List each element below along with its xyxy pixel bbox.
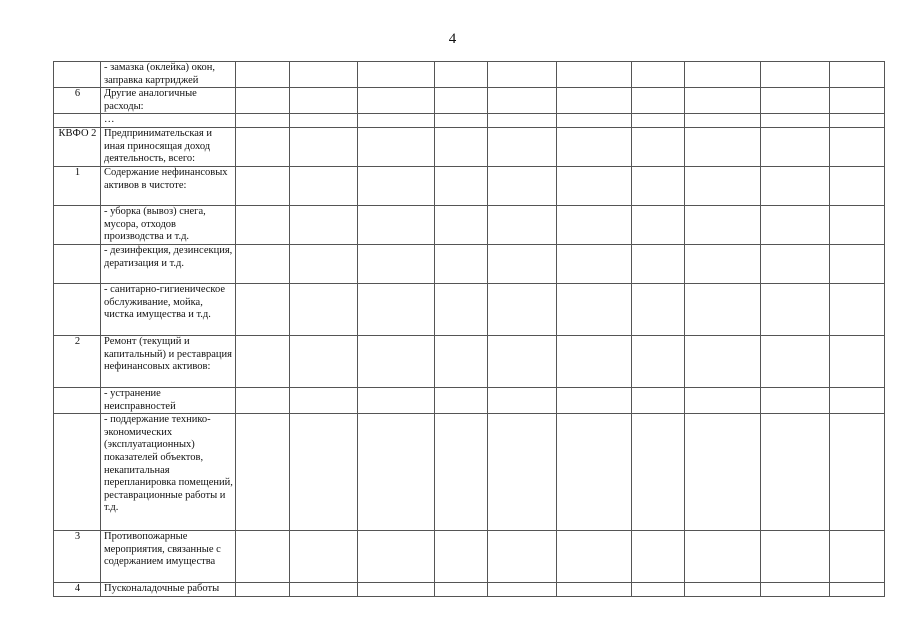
empty-value-cell [557,88,632,114]
empty-value-cell [632,583,685,597]
row-description-cell: Ремонт (текущий и капитальный) и реставрация нефинансовых активов: [101,335,236,387]
row-number-cell [54,387,101,413]
empty-value-cell [761,414,830,531]
empty-value-cell [685,62,761,88]
row-number-cell: 4 [54,583,101,597]
empty-value-cell [557,114,632,128]
empty-value-cell [290,283,358,335]
empty-value-cell [557,583,632,597]
empty-value-cell [358,205,435,244]
empty-value-cell [236,88,290,114]
empty-value-cell [685,88,761,114]
row-description-cell: Пусконаладочные работы [101,583,236,597]
row-description-cell: - санитарно-гигиеническое обслуживание, мойка, чистка имущества и т.д. [101,283,236,335]
empty-value-cell [830,88,885,114]
empty-value-cell [632,114,685,128]
row-number-cell [54,114,101,128]
empty-value-cell [632,414,685,531]
row-description-cell: Другие аналогичные расходы: [101,88,236,114]
empty-value-cell [290,387,358,413]
empty-value-cell [488,244,557,283]
row-description-cell: - устранение неисправностей [101,387,236,413]
empty-value-cell [358,114,435,128]
empty-value-cell [435,335,488,387]
empty-value-cell [236,335,290,387]
empty-value-cell [358,335,435,387]
row-number-cell: 1 [54,166,101,205]
empty-value-cell [435,387,488,413]
empty-value-cell [435,205,488,244]
empty-value-cell [488,62,557,88]
empty-value-cell [761,127,830,166]
row-number-cell: 3 [54,531,101,583]
empty-value-cell [557,205,632,244]
empty-value-cell [236,531,290,583]
row-number-cell: 6 [54,88,101,114]
empty-value-cell [830,114,885,128]
empty-value-cell [435,114,488,128]
table-row [54,531,885,583]
empty-value-cell [830,244,885,283]
row-description-cell: - замазка (оклейка) окон, заправка картриджей [101,62,236,88]
empty-value-cell [761,583,830,597]
table-row [54,127,885,166]
empty-value-cell [632,127,685,166]
empty-value-cell [236,283,290,335]
empty-value-cell [488,166,557,205]
empty-value-cell [761,114,830,128]
empty-value-cell [830,335,885,387]
row-description-cell: Противопожарные мероприятия, связанные с содержанием имущества [101,531,236,583]
empty-value-cell [290,244,358,283]
empty-value-cell [488,114,557,128]
row-number-cell [54,414,101,531]
empty-value-cell [632,244,685,283]
empty-value-cell [290,166,358,205]
empty-value-cell [236,244,290,283]
empty-value-cell [236,114,290,128]
empty-value-cell [358,127,435,166]
empty-value-cell [632,166,685,205]
empty-value-cell [488,283,557,335]
empty-value-cell [488,387,557,413]
empty-value-cell [557,283,632,335]
empty-value-cell [435,283,488,335]
empty-value-cell [632,387,685,413]
expense-table [53,61,885,597]
empty-value-cell [290,205,358,244]
empty-value-cell [488,531,557,583]
table-row [54,244,885,283]
empty-value-cell [488,205,557,244]
empty-value-cell [632,62,685,88]
empty-value-cell [685,387,761,413]
empty-value-cell [830,62,885,88]
empty-value-cell [632,283,685,335]
empty-value-cell [761,531,830,583]
empty-value-cell [685,114,761,128]
empty-value-cell [488,414,557,531]
empty-value-cell [830,127,885,166]
empty-value-cell [358,414,435,531]
table-row [54,205,885,244]
empty-value-cell [435,88,488,114]
empty-value-cell [236,583,290,597]
empty-value-cell [557,335,632,387]
table-row [54,88,885,114]
empty-value-cell [488,127,557,166]
row-number-cell [54,244,101,283]
empty-value-cell [685,166,761,205]
table-row [54,283,885,335]
row-number-cell: 2 [54,335,101,387]
empty-value-cell [290,114,358,128]
empty-value-cell [236,387,290,413]
empty-value-cell [685,531,761,583]
page-number: 4 [448,31,457,47]
empty-value-cell [557,387,632,413]
empty-value-cell [557,414,632,531]
empty-value-cell [435,531,488,583]
empty-value-cell [761,62,830,88]
empty-value-cell [830,414,885,531]
empty-value-cell [685,127,761,166]
table-row [54,414,885,531]
empty-value-cell [290,531,358,583]
empty-value-cell [435,166,488,205]
empty-value-cell [632,531,685,583]
empty-value-cell [761,88,830,114]
row-description-cell: Предпринимательская и иная приносящая доход деятельность, всего: [101,127,236,166]
empty-value-cell [358,166,435,205]
row-number-cell [54,205,101,244]
empty-value-cell [557,244,632,283]
table-row [54,335,885,387]
empty-value-cell [761,335,830,387]
empty-value-cell [761,244,830,283]
empty-value-cell [236,414,290,531]
empty-value-cell [435,127,488,166]
empty-value-cell [557,166,632,205]
empty-value-cell [290,127,358,166]
empty-value-cell [685,335,761,387]
empty-value-cell [236,166,290,205]
empty-value-cell [488,583,557,597]
empty-value-cell [358,62,435,88]
empty-value-cell [830,166,885,205]
empty-value-cell [358,387,435,413]
empty-value-cell [685,244,761,283]
empty-value-cell [488,88,557,114]
empty-value-cell [290,62,358,88]
empty-value-cell [358,531,435,583]
empty-value-cell [632,205,685,244]
empty-value-cell [236,205,290,244]
table-row [54,387,885,413]
table-row [54,62,885,88]
empty-value-cell [358,583,435,597]
row-description-cell: - дезинфекция, дезинсекция, дератизация и т.д. [101,244,236,283]
empty-value-cell [685,583,761,597]
empty-value-cell [685,283,761,335]
empty-value-cell [290,414,358,531]
table-row [54,583,885,597]
empty-value-cell [435,583,488,597]
table-row [54,166,885,205]
empty-value-cell [435,62,488,88]
empty-value-cell [358,283,435,335]
empty-value-cell [761,166,830,205]
empty-value-cell [685,205,761,244]
empty-value-cell [830,531,885,583]
empty-value-cell [358,88,435,114]
empty-value-cell [685,414,761,531]
empty-value-cell [761,205,830,244]
empty-value-cell [435,244,488,283]
row-description-cell: … [101,114,236,128]
empty-value-cell [236,127,290,166]
empty-value-cell [290,583,358,597]
row-number-cell [54,62,101,88]
empty-value-cell [761,387,830,413]
empty-value-cell [830,205,885,244]
empty-value-cell [290,88,358,114]
empty-value-cell [557,62,632,88]
row-number-cell: КВФО 2 [54,127,101,166]
row-description-cell: - поддержание технико-экономических (эксплуатационных) показателей объектов, некапитальная перепланировка помещений, реставрационные работы и т.д. [101,414,236,531]
row-number-cell [54,283,101,335]
empty-value-cell [632,88,685,114]
row-description-cell: Содержание нефинансовых активов в чистоте: [101,166,236,205]
empty-value-cell [557,127,632,166]
empty-value-cell [435,414,488,531]
empty-value-cell [830,583,885,597]
row-description-cell: - уборка (вывоз) снега, мусора, отходов производства и т.д. [101,205,236,244]
empty-value-cell [632,335,685,387]
table-row [54,114,885,128]
empty-value-cell [761,283,830,335]
empty-value-cell [830,387,885,413]
empty-value-cell [830,283,885,335]
empty-value-cell [236,62,290,88]
empty-value-cell [488,335,557,387]
empty-value-cell [358,244,435,283]
empty-value-cell [557,531,632,583]
empty-value-cell [290,335,358,387]
